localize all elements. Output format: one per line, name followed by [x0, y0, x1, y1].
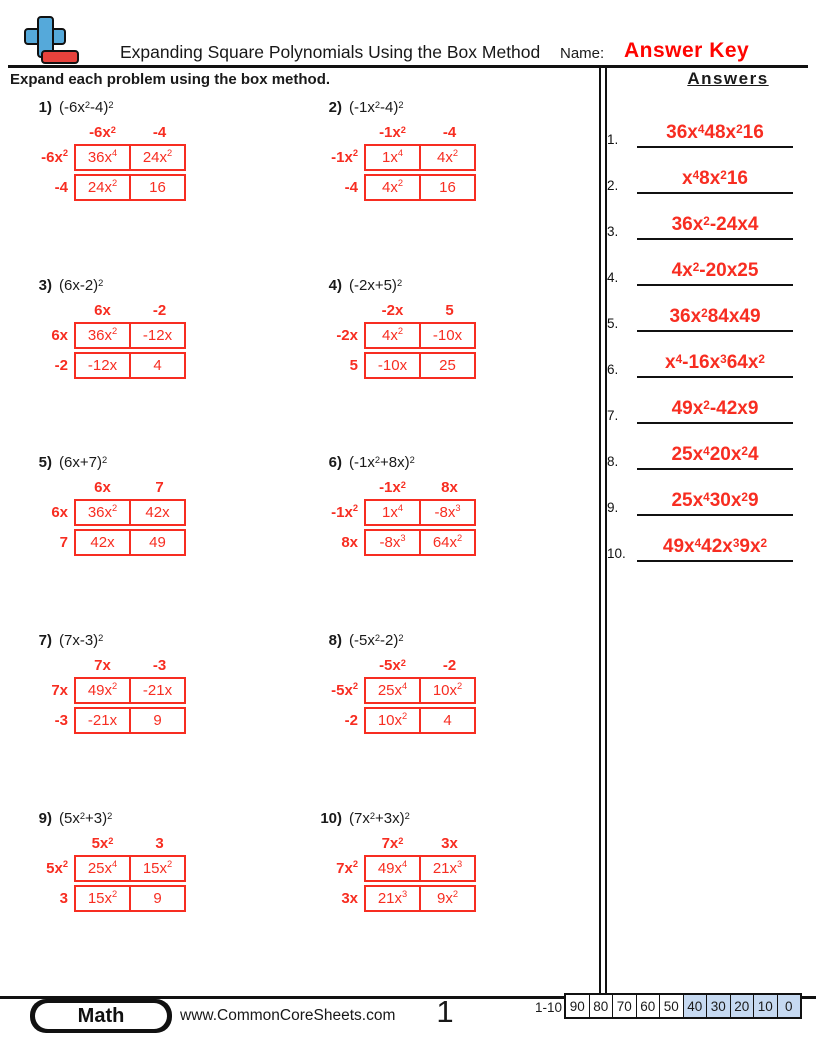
- answer-row: [607, 518, 809, 562]
- answer-value: $x^48x^216$: [682, 168, 748, 190]
- box-cell: 9: [129, 885, 186, 912]
- box-cell: -21x: [74, 707, 131, 734]
- box-grid: [312, 831, 592, 912]
- problem-number: 10): [320, 810, 342, 827]
- answer-value: $36x^448x^216$: [666, 122, 764, 144]
- column-header: 3x: [441, 835, 458, 852]
- column-header: $7x^2$: [381, 835, 404, 852]
- column-header: 3: [155, 835, 164, 852]
- score-cell: 40: [683, 995, 707, 1017]
- row-label: 6x: [51, 504, 68, 521]
- row-label: -2: [344, 712, 358, 729]
- answer-value: $36x^2-24x4$: [671, 214, 759, 236]
- problem-expression: $(-1x^2+8x)^2$: [349, 454, 415, 471]
- box-grid: [312, 653, 592, 734]
- answer-number: 1.: [607, 132, 619, 147]
- row-label: -1x $^2$: [331, 148, 358, 166]
- problem-number: 9): [38, 810, 52, 827]
- answer-blank-line: [637, 490, 793, 516]
- answer-value: $49x^442x^39x^2$: [662, 536, 768, 558]
- score-cell: 10: [753, 995, 777, 1017]
- box-grid: [312, 298, 592, 379]
- column-header: 7x: [94, 657, 111, 674]
- box-cell: 64x $^2$: [419, 529, 476, 556]
- minus-icon: [41, 50, 79, 64]
- problem-expression: $(-5x^2-2)^2$: [349, 632, 404, 649]
- box-cell: 36x $^4$: [74, 144, 131, 171]
- score-cell: 80: [589, 995, 613, 1017]
- problem-number: 8): [328, 632, 342, 649]
- answer-row: [607, 426, 809, 470]
- box-cell: 4x $^2$: [364, 174, 421, 201]
- page-number: 1: [436, 994, 454, 1029]
- answer-value: $25x^420x^24$: [671, 444, 759, 466]
- answer-blank-line: [637, 168, 793, 194]
- column-header: $5x^2$: [91, 835, 114, 852]
- score-cell: 50: [659, 995, 683, 1017]
- problem-number: 5): [38, 454, 52, 471]
- score-cell: 90: [566, 995, 589, 1017]
- row-label: -4: [54, 179, 68, 196]
- column-header: 6x: [94, 302, 111, 319]
- subject-badge: [30, 999, 172, 1033]
- box-cell: -10x: [364, 352, 421, 379]
- answer-blank-line: [637, 260, 793, 286]
- problem-expression: $(7x-3)^2$: [59, 632, 104, 649]
- box-cell: -8x $^3$: [419, 499, 476, 526]
- row-label: 7x: [51, 682, 68, 699]
- answer-value: $25x^430x^29$: [671, 490, 759, 512]
- problem-expression: $(-2x+5)^2$: [349, 277, 403, 294]
- row-label: -3: [54, 712, 68, 729]
- problem-expression: $(6x-2)^2$: [59, 277, 104, 294]
- problem-7: [22, 632, 302, 737]
- answer-number: 9.: [607, 500, 619, 515]
- box-cell: 21x $^3$: [419, 855, 476, 882]
- problem-number: 6): [328, 454, 342, 471]
- box-cell: 1x $^4$: [364, 499, 421, 526]
- row-label: -2x: [336, 327, 358, 344]
- score-cell: 70: [612, 995, 636, 1017]
- box-cell: 10x $^2$: [419, 677, 476, 704]
- box-cell: 9x $^2$: [419, 885, 476, 912]
- answer-number: 10.: [607, 546, 626, 561]
- answer-blank-line: [637, 352, 793, 378]
- box-cell: 4: [419, 707, 476, 734]
- row-label: 7: [59, 534, 68, 551]
- problem-10: [312, 810, 592, 915]
- column-header: 6x: [94, 479, 111, 496]
- box-cell: 25x $^4$: [364, 677, 421, 704]
- box-cell: 1x $^4$: [364, 144, 421, 171]
- problem-3: [22, 277, 302, 382]
- box-cell: 16: [419, 174, 476, 201]
- problem-number: 4): [328, 277, 342, 294]
- row-label: -4: [344, 179, 358, 196]
- box-cell: -8x $^3$: [364, 529, 421, 556]
- box-cell: 10x $^2$: [364, 707, 421, 734]
- problem-4: [312, 277, 592, 382]
- answer-number: 2.: [607, 178, 619, 193]
- problem-number: 2): [328, 99, 342, 116]
- column-header: -4: [152, 124, 167, 141]
- answer-number: 5.: [607, 316, 619, 331]
- box-cell: 16: [129, 174, 186, 201]
- box-cell: 49: [129, 529, 186, 556]
- row-label: -6x $^2$: [41, 148, 68, 166]
- problem-expression: $(7x^2+3x)^2$: [349, 810, 410, 827]
- answers-heading: Answers: [687, 69, 769, 88]
- header-divider: [8, 65, 808, 68]
- column-header: 8x: [441, 479, 458, 496]
- answer-blank-line: [637, 536, 793, 562]
- box-grid: [312, 475, 592, 556]
- box-cell: 49x $^2$: [74, 677, 131, 704]
- answer-number: 4.: [607, 270, 619, 285]
- score-range-label: 1-10: [535, 1000, 563, 1015]
- answer-number: 3.: [607, 224, 619, 239]
- box-cell: 9: [129, 707, 186, 734]
- box-cell: 42x: [74, 529, 131, 556]
- column-header: 7: [155, 479, 164, 496]
- answer-value: $49x^2-42x9$: [671, 398, 759, 420]
- box-cell: 24x $^2$: [129, 144, 186, 171]
- column-header: $-6x^2$: [89, 124, 116, 141]
- column-header: -2x: [381, 302, 404, 319]
- box-cell: 42x: [129, 499, 186, 526]
- score-cell: 20: [730, 995, 754, 1017]
- problem-6: [312, 454, 592, 559]
- box-cell: 24x $^2$: [74, 174, 131, 201]
- row-label: 3: [59, 890, 68, 907]
- answer-row: [607, 380, 809, 424]
- box-grid: [312, 120, 592, 201]
- problem-2: [312, 99, 592, 204]
- row-label: -2: [54, 357, 68, 374]
- answer-number: 6.: [607, 362, 619, 377]
- box-cell: 36x $^2$: [74, 499, 131, 526]
- box-grid: [22, 120, 302, 201]
- problem-expression: $(5x^2+3)^2$: [59, 810, 113, 827]
- box-cell: 4x $^2$: [364, 322, 421, 349]
- answer-row: [607, 196, 809, 240]
- answer-row: [607, 242, 809, 286]
- box-cell: -10x: [419, 322, 476, 349]
- column-header: -2: [152, 302, 167, 319]
- row-label: 8x: [341, 534, 358, 551]
- box-cell: 4x $^2$: [419, 144, 476, 171]
- commoncoresheets-logo: [24, 16, 80, 68]
- answer-blank-line: [637, 444, 793, 470]
- answer-blank-line: [637, 122, 793, 148]
- answer-blank-line: [637, 306, 793, 332]
- score-table: [564, 993, 802, 1019]
- column-header: -2: [442, 657, 457, 674]
- column-header: $-1x^2$: [379, 479, 406, 496]
- box-cell: 15x $^2$: [74, 885, 131, 912]
- problem-expression: $(6x+7)^2$: [59, 454, 108, 471]
- score-cell: 30: [706, 995, 730, 1017]
- box-grid: [22, 298, 302, 379]
- row-label: 3x: [341, 890, 358, 907]
- subject-label: Math: [35, 1003, 167, 1029]
- problem-number: 7): [38, 632, 52, 649]
- problem-1: [22, 99, 302, 204]
- answer-row: [607, 288, 809, 332]
- box-cell: 25x $^4$: [74, 855, 131, 882]
- box-cell: -21x: [129, 677, 186, 704]
- box-cell: 15x $^2$: [129, 855, 186, 882]
- box-cell: -12x: [129, 322, 186, 349]
- column-header: $-1x^2$: [379, 124, 406, 141]
- page-title: Expanding Square Polynomials Using the Box Method: [120, 42, 541, 62]
- problem-8: [312, 632, 592, 737]
- answer-row: [607, 104, 809, 148]
- name-label: Name:: [560, 45, 605, 62]
- column-header: -4: [442, 124, 457, 141]
- answer-value: $4x^2-20x25$: [671, 260, 759, 282]
- box-cell: 21x $^3$: [364, 885, 421, 912]
- answer-value: $x^4-16x^364x^2$: [665, 352, 765, 374]
- column-header: -3: [152, 657, 167, 674]
- column-header: 5: [445, 302, 454, 319]
- box-grid: [22, 653, 302, 734]
- box-grid: [22, 831, 302, 912]
- answer-blank-line: [637, 214, 793, 240]
- problem-number: 1): [38, 99, 52, 116]
- box-grid: [22, 475, 302, 556]
- row-label: 5x $^2$: [46, 859, 68, 877]
- answer-row: [607, 150, 809, 194]
- row-label: -1x $^2$: [331, 503, 358, 521]
- row-label: 6x: [51, 327, 68, 344]
- box-cell: 36x $^2$: [74, 322, 131, 349]
- answer-row: [607, 334, 809, 378]
- row-label: -5x $^2$: [331, 681, 358, 699]
- score-cell: 0: [777, 995, 801, 1017]
- box-cell: 49x $^4$: [364, 855, 421, 882]
- answer-number: 8.: [607, 454, 619, 469]
- answer-blank-line: [637, 398, 793, 424]
- box-cell: -12x: [74, 352, 131, 379]
- column-header: $-5x^2$: [379, 657, 406, 674]
- row-label: 7x $^2$: [336, 859, 358, 877]
- problem-5: [22, 454, 302, 559]
- problem-number: 3): [38, 277, 52, 294]
- problem-expression: $(-1x^2-4)^2$: [349, 99, 404, 116]
- box-cell: 25: [419, 352, 476, 379]
- website-link: www.CommonCoreSheets.com: [180, 1007, 396, 1024]
- answer-row: [607, 472, 809, 516]
- answer-key-label: Answer Key: [624, 39, 750, 62]
- answer-value: $36x^284x49$: [669, 306, 761, 328]
- vertical-divider: [599, 66, 601, 994]
- problem-expression: $(-6x^2-4)^2$: [59, 99, 114, 116]
- instruction-text: Expand each problem using the box method.: [10, 71, 331, 88]
- box-cell: 4: [129, 352, 186, 379]
- score-cell: 60: [636, 995, 660, 1017]
- answers-panel: [607, 104, 809, 564]
- problem-9: [22, 810, 302, 915]
- answer-number: 7.: [607, 408, 619, 423]
- row-label: 5: [349, 357, 358, 374]
